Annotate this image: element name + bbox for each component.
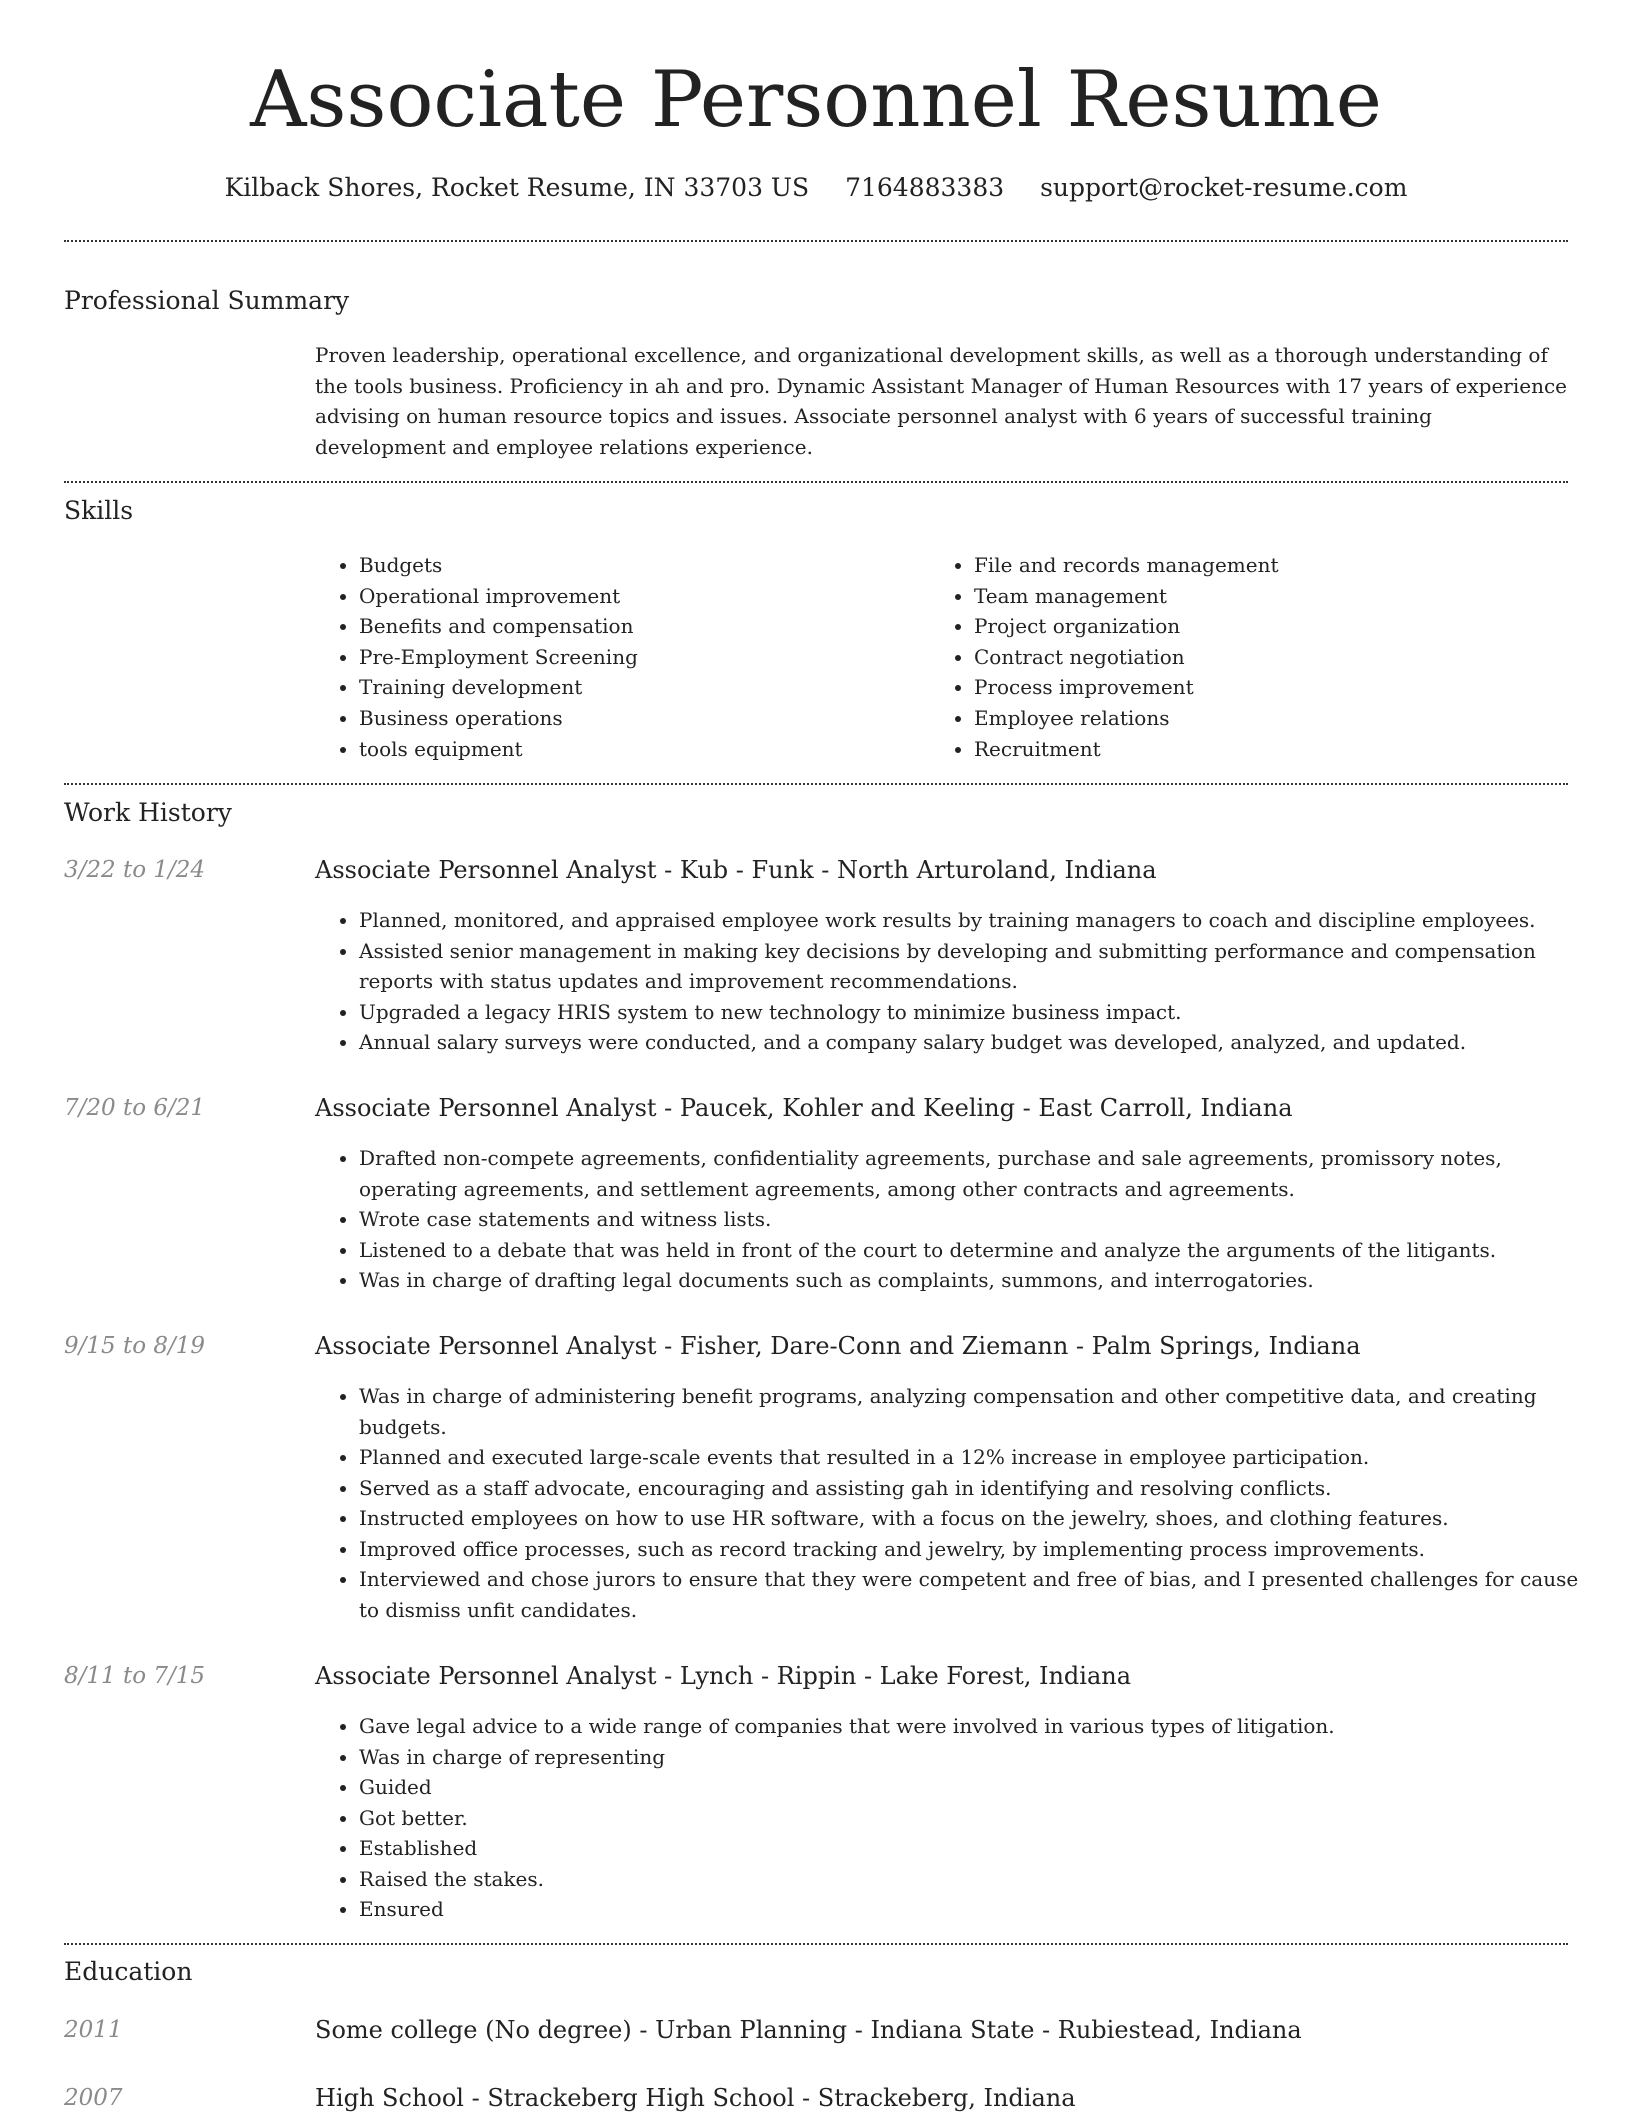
job-bullet: • Was in charge of administering benefit programs, analyzing compensation and other competitive data, and creating budgets.	[359, 1381, 1612, 1442]
education-entry: Some college (No degree) - Urban Planning - Indiana State - Rubiestead, Indiana	[315, 2016, 1302, 2044]
divider	[64, 1943, 1568, 1945]
job-dates: 8/11 to 7/15	[64, 1663, 206, 1689]
work-heading: Work History	[64, 798, 232, 827]
job-bullet: • Guided	[359, 1772, 1612, 1803]
job-bullets	[315, 1143, 1612, 1296]
job-bullets	[315, 905, 1612, 1058]
skill-item: • Operational improvement	[359, 581, 638, 612]
skill-item: • File and records management	[974, 550, 1279, 581]
job-title: Associate Personnel Analyst - Kub - Funk - North Arturoland, Indiana	[315, 856, 1157, 884]
job-bullet: • Planned, monitored, and appraised employee work results by training managers to coach and discipline employees.	[359, 905, 1612, 936]
job-bullet: • Served as a staff advocate, encouraging and assisting gah in identifying and resolving conflicts.	[359, 1473, 1612, 1504]
resume-title: Associate Personnel Resume	[250, 55, 1382, 145]
job-title: Associate Personnel Analyst - Lynch - Rippin - Lake Forest, Indiana	[315, 1662, 1132, 1690]
summary-heading: Professional Summary	[64, 286, 350, 315]
address: Kilback Shores, Rocket Resume, IN 33703 US	[224, 173, 810, 202]
divider	[64, 481, 1568, 483]
job-dates: 9/15 to 8/19	[64, 1333, 206, 1359]
skill-item: • Contract negotiation	[974, 642, 1279, 673]
job-bullet: • Interviewed and chose jurors to ensure that they were competent and free of bias, and I presented challenges for cause to dismiss unfit candidates.	[359, 1564, 1612, 1625]
job-bullet: • Improved office processes, such as record tracking and jewelry, by implementing process improvements.	[359, 1534, 1612, 1565]
education-heading: Education	[64, 1957, 193, 1986]
skill-item: • Project organization	[974, 611, 1279, 642]
job-bullet: • Upgraded a legacy HRIS system to new technology to minimize business impact.	[359, 997, 1612, 1028]
job-bullet: • Ensured	[359, 1894, 1612, 1925]
skills-heading: Skills	[64, 496, 134, 525]
skill-item: • Business operations	[359, 703, 638, 734]
job-bullet: • Gave legal advice to a wide range of companies that were involved in various types of litigation.	[359, 1711, 1612, 1742]
job-bullet: • Planned and executed large-scale events that resulted in a 12% increase in employee participation.	[359, 1442, 1612, 1473]
skill-item: • Benefits and compensation	[359, 611, 638, 642]
education-year: 2011	[64, 2017, 123, 2043]
skill-item: • Team management	[974, 581, 1279, 612]
job-bullet: • Drafted non-compete agreements, confidentiality agreements, purchase and sale agreements, promissory notes, operating agreements, and settlement agreements, among other contracts and agreements.	[359, 1143, 1612, 1204]
email: support@rocket-resume.com	[1040, 173, 1408, 202]
job-title: Associate Personnel Analyst - Paucek, Kohler and Keeling - East Carroll, Indiana	[315, 1094, 1293, 1122]
job-title: Associate Personnel Analyst - Fisher, Dare-Conn and Ziemann - Palm Springs, Indiana	[315, 1332, 1361, 1360]
skill-item: • Process improvement	[974, 672, 1279, 703]
job-bullet: • Raised the stakes.	[359, 1864, 1612, 1895]
skill-item: • Pre-Employment Screening	[359, 642, 638, 673]
job-bullet: • Got better.	[359, 1803, 1612, 1834]
job-bullet: • Established	[359, 1833, 1612, 1864]
divider	[64, 783, 1568, 785]
job-bullet: • Was in charge of representing	[359, 1742, 1612, 1773]
skill-item: • Employee relations	[974, 703, 1279, 734]
job-bullets	[315, 1381, 1612, 1625]
education-year: 2007	[64, 2085, 123, 2111]
skill-item: • tools equipment	[359, 734, 638, 765]
skills-list-right	[930, 550, 1279, 764]
job-bullet: • Listened to a debate that was held in front of the court to determine and analyze the arguments of the litigants.	[359, 1235, 1612, 1266]
skill-item: • Recruitment	[974, 734, 1279, 765]
job-bullets	[315, 1711, 1612, 1925]
skill-item: • Budgets	[359, 550, 638, 581]
education-entry: High School - Strackeberg High School - Strackeberg, Indiana	[315, 2084, 1076, 2112]
contact-line	[64, 170, 1568, 206]
job-bullet: • Was in charge of drafting legal documents such as complaints, summons, and interrogatories.	[359, 1265, 1612, 1296]
job-bullet: • Annual salary surveys were conducted, and a company salary budget was developed, analyzed, and updated.	[359, 1027, 1612, 1058]
skills-list-left	[315, 550, 638, 764]
job-bullet: • Assisted senior management in making key decisions by developing and submitting performance and compensation reports with status updates and improvement recommendations.	[359, 936, 1612, 997]
job-dates: 3/22 to 1/24	[64, 857, 206, 883]
job-bullet: • Instructed employees on how to use HR software, with a focus on the jewelry, shoes, and clothing features.	[359, 1503, 1612, 1534]
phone: 7164883383	[845, 173, 1005, 202]
divider	[64, 240, 1568, 242]
skill-item: • Training development	[359, 672, 638, 703]
job-bullet: • Wrote case statements and witness lists.	[359, 1204, 1612, 1235]
summary-text: Proven leadership, operational excellence, and organizational development skills, as well as a thorough understanding of the tools business. Proficiency in ah and pro. Dynamic Assistant Manager of Human Resources with 17 years of experience advising on human resource topics and issues. Associate personnel analyst with 6 years of successful training development and employee relations experience.	[315, 343, 1567, 459]
job-dates: 7/20 to 6/21	[64, 1095, 206, 1121]
